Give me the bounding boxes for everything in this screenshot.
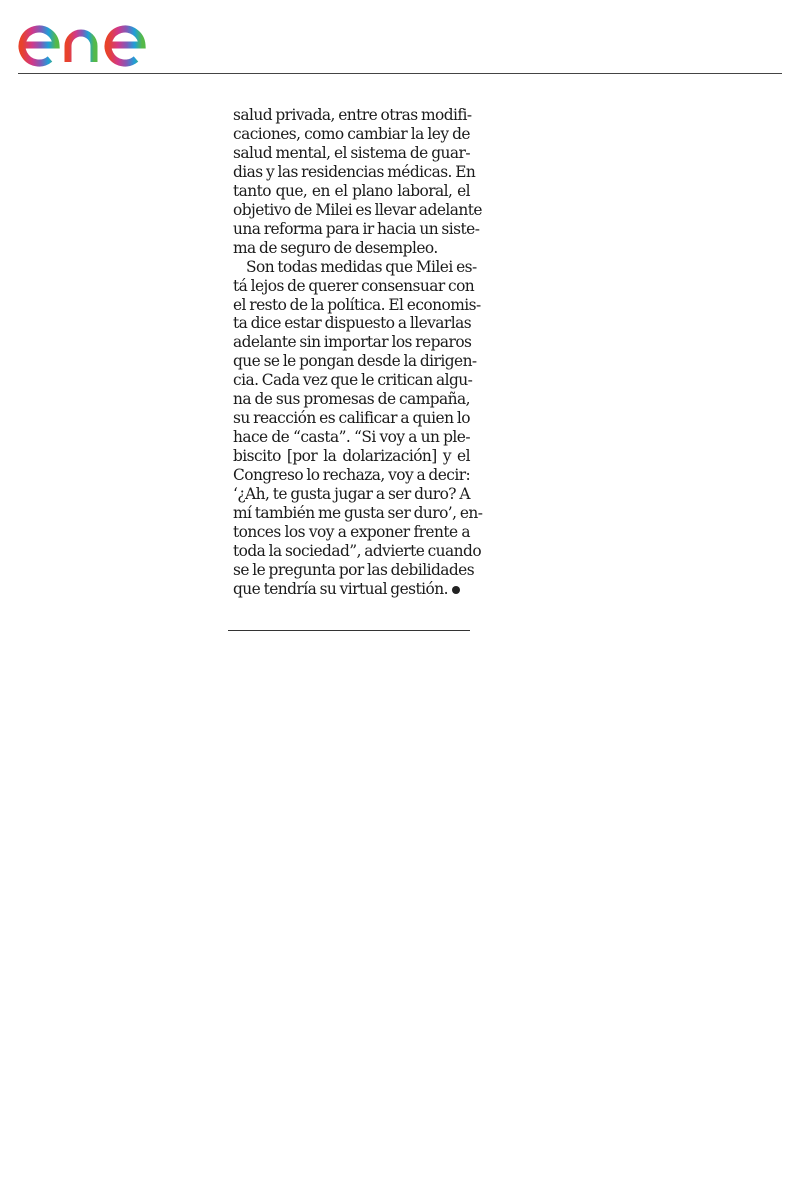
article-line: dias y las residencias médicas. En — [233, 162, 476, 181]
article-line: cia. Cada vez que le critican algu- — [233, 371, 473, 390]
enel-logo — [16, 4, 182, 68]
article-line: una reforma para ir hacia un siste- — [233, 219, 480, 238]
article-line: na de sus promesas de campaña, — [233, 390, 470, 409]
header-divider — [18, 73, 782, 74]
article-line: caciones, como cambiar la ley de — [233, 124, 470, 143]
article-line: tanto que, en el plano laboral, el — [233, 181, 470, 200]
article-line: toda la sociedad”, advierte cuando — [233, 541, 482, 560]
article-line: ta dice estar dispuesto a llevarlas — [233, 314, 472, 333]
article-line: hace de “casta”. “Si voy a un ple- — [233, 428, 470, 447]
article-line: tonces los voy a exponer frente a — [233, 522, 470, 541]
article-line: biscito [por la dolarización] y el — [233, 447, 470, 466]
page-header — [0, 0, 800, 76]
article-line: adelante sin importar los reparos — [233, 333, 472, 352]
article-line: que tendría su virtual gestión. — [233, 580, 470, 599]
article-line: ma de seguro de desempleo. — [233, 238, 438, 257]
article-end-rule — [228, 630, 470, 631]
article-line: Son todas medidas que Milei es- — [246, 257, 477, 276]
article-line: mí también me gusta ser duro’, en- — [233, 504, 483, 523]
end-of-article-bullet-icon — [452, 586, 460, 594]
article-column — [233, 106, 483, 599]
article-line: Congreso lo rechaza, voy a decir: — [233, 466, 471, 485]
article-line: el resto de la política. El economis- — [233, 295, 481, 314]
article-paragraph — [233, 106, 482, 258]
article-line: tá lejos de querer consensuar con — [233, 276, 475, 295]
article-line: se le pregunta por las debilidades — [233, 560, 475, 579]
article-line: su reacción es calificar a quien lo — [233, 409, 470, 428]
article-line: ‘¿Ah, te gusta jugar a ser duro? A — [233, 485, 470, 504]
article-line: que se le pongan desde la dirigen- — [233, 352, 477, 371]
article-line: objetivo de Milei es llevar adelante — [233, 200, 482, 219]
article-line: salud mental, el sistema de guar- — [233, 143, 470, 162]
article-line: salud privada, entre otras modifi- — [233, 106, 472, 124]
article-paragraph — [233, 257, 483, 599]
